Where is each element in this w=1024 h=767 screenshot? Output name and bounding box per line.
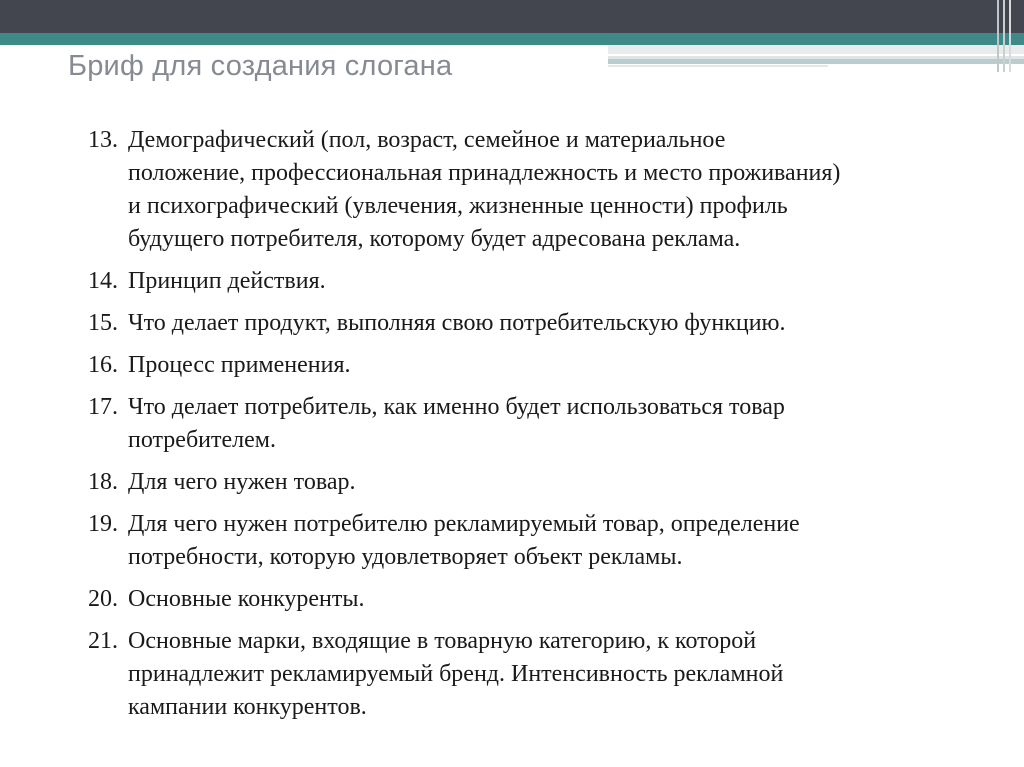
item-number: 19.: [88, 511, 118, 537]
header-vertical-line: [1003, 0, 1005, 72]
header-band-dark: [0, 0, 1024, 33]
item-number: 16.: [88, 352, 118, 378]
list-item: [88, 307, 968, 340]
item-text-line: Процесс применения.: [128, 352, 351, 378]
item-text-line: потребителем.: [128, 427, 276, 453]
item-text-line: Демографический (пол, возраст, семейное и материальное: [128, 127, 726, 153]
header-band-teal: [0, 33, 1024, 45]
item-number: 17.: [88, 394, 118, 420]
item-text: [128, 265, 968, 298]
slide-title: Бриф для создания слогана: [68, 50, 453, 82]
item-text-line: Принцип действия.: [128, 268, 326, 294]
item-text-line: Для чего нужен потребителю рекламируемый товар, определение: [128, 511, 800, 537]
item-text: [128, 391, 968, 457]
list-item: [88, 583, 968, 616]
list-item: [88, 466, 968, 499]
item-text: [128, 583, 968, 616]
list-item: [88, 625, 968, 724]
item-text-line: Основные марки, входящие в товарную категорию, к которой: [128, 628, 757, 654]
item-text: [128, 349, 968, 382]
list-item: [88, 124, 968, 256]
header-vertical-line: [997, 0, 999, 72]
item-text: [128, 124, 968, 256]
item-number: 14.: [88, 268, 118, 294]
item-text-line: положение, профессиональная принадлежность и место проживания): [128, 160, 841, 186]
item-number: 15.: [88, 310, 118, 336]
list-item: [88, 391, 968, 457]
item-number: 18.: [88, 469, 118, 495]
item-text-line: Основные конкуренты.: [128, 586, 365, 612]
header-band-light: [608, 45, 1024, 54]
item-text: [128, 466, 968, 499]
item-text: [128, 508, 968, 574]
item-text-line: будущего потребителя, которому будет адресована реклама.: [128, 226, 741, 252]
brief-list: [88, 124, 968, 733]
item-number: 20.: [88, 586, 118, 612]
header-vertical-line: [1009, 0, 1011, 72]
item-text-line: Для чего нужен товар.: [128, 469, 356, 495]
item-text: [128, 307, 968, 340]
item-text-line: потребности, которую удовлетворяет объект рекламы.: [128, 544, 683, 570]
item-number: 13.: [88, 127, 118, 153]
item-text-line: и психографический (увлечения, жизненные ценности) профиль: [128, 193, 788, 219]
list-item: [88, 508, 968, 574]
item-text: [128, 625, 968, 724]
list-item: [88, 265, 968, 298]
item-text-line: Что делает продукт, выполняя свою потребительскую функцию.: [128, 310, 786, 336]
list-item: [88, 349, 968, 382]
item-text-line: кампании конкурентов.: [128, 694, 367, 720]
item-number: 21.: [88, 628, 118, 654]
header-band-teal-light: [608, 59, 1024, 64]
item-text-line: Что делает потребитель, как именно будет использоваться товар: [128, 394, 785, 420]
item-text-line: принадлежит рекламируемый бренд. Интенсивность рекламной: [128, 661, 784, 687]
header-band-thin: [608, 65, 828, 67]
